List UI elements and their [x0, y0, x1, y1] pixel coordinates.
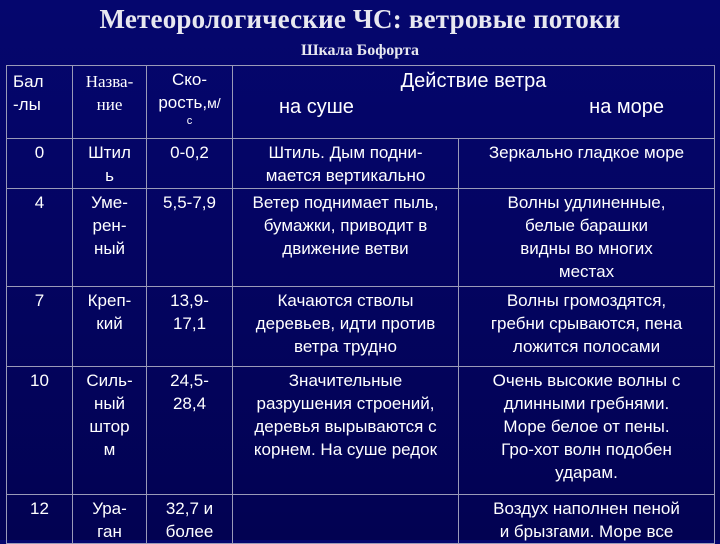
- cell-name: Уме- рен- ный: [73, 189, 147, 287]
- cell-speed: 0-0,2: [147, 139, 233, 189]
- header-action: [233, 66, 715, 139]
- header-speed-label: Ско- рость,: [158, 70, 208, 112]
- header-ball: Бал -лы: [7, 66, 73, 139]
- cell-speed: 5,5-7,9: [147, 189, 233, 287]
- cell-name: Креп- кий: [73, 287, 147, 367]
- cell-name: Силь- ный штор м: [73, 367, 147, 495]
- header-speed: [147, 66, 233, 139]
- cell-name: Ура- ган: [73, 495, 147, 544]
- table-row: [7, 367, 715, 495]
- header-row: [7, 66, 715, 139]
- cell-land: Ветер поднимает пыль, бумажки, приводит в движение ветви: [233, 189, 459, 287]
- cell-sea: Воздух наполнен пеной и брызгами. Море все: [459, 495, 715, 544]
- cell-sea: Волны громоздятся, гребни срываются, пена ложится полосами: [459, 287, 715, 367]
- cell-ball: 0: [7, 139, 73, 189]
- header-action-sea: на море: [589, 96, 664, 118]
- cell-ball: 10: [7, 367, 73, 495]
- cell-land: [233, 495, 459, 544]
- header-action-land: на суше: [279, 96, 354, 118]
- cell-sea: Очень высокие волны с длинными гребнями. Море белое от пены. Гро-хот волн подобен ударам.: [459, 367, 715, 495]
- cell-name: Штил ь: [73, 139, 147, 189]
- table-row: [7, 287, 715, 367]
- cell-ball: 12: [7, 495, 73, 544]
- cell-ball: 7: [7, 287, 73, 367]
- cell-land: Качаются стволы деревьев, идти против ветра трудно: [233, 287, 459, 367]
- header-speed-unit-b: с: [186, 115, 193, 127]
- cell-sea: Зеркально гладкое море: [459, 139, 715, 189]
- cell-ball: 4: [7, 189, 73, 287]
- cell-land: Штиль. Дым подни- мается вертикально: [233, 139, 459, 189]
- cell-speed: 24,5- 28,4: [147, 367, 233, 495]
- header-action-title: Действие ветра: [400, 70, 547, 92]
- cell-speed: 13,9- 17,1: [147, 287, 233, 367]
- table-row: [7, 139, 715, 189]
- cell-land: Значительные разрушения строений, деревья вырываются с корнем. На суше редок: [233, 367, 459, 495]
- header-name: Назва- ние: [73, 66, 147, 139]
- header-speed-unit-a: м/: [207, 95, 221, 111]
- table-row: [7, 189, 715, 287]
- cell-sea: Волны удлиненные, белые барашки видны во многих местах: [459, 189, 715, 287]
- cell-speed: 32,7 и более: [147, 495, 233, 544]
- page-subtitle: Шкала Бофорта: [300, 42, 420, 59]
- beaufort-scale-table: [6, 65, 715, 544]
- table-row: [7, 495, 715, 544]
- page-title: Метеорологические ЧС: ветровые потоки: [99, 4, 621, 34]
